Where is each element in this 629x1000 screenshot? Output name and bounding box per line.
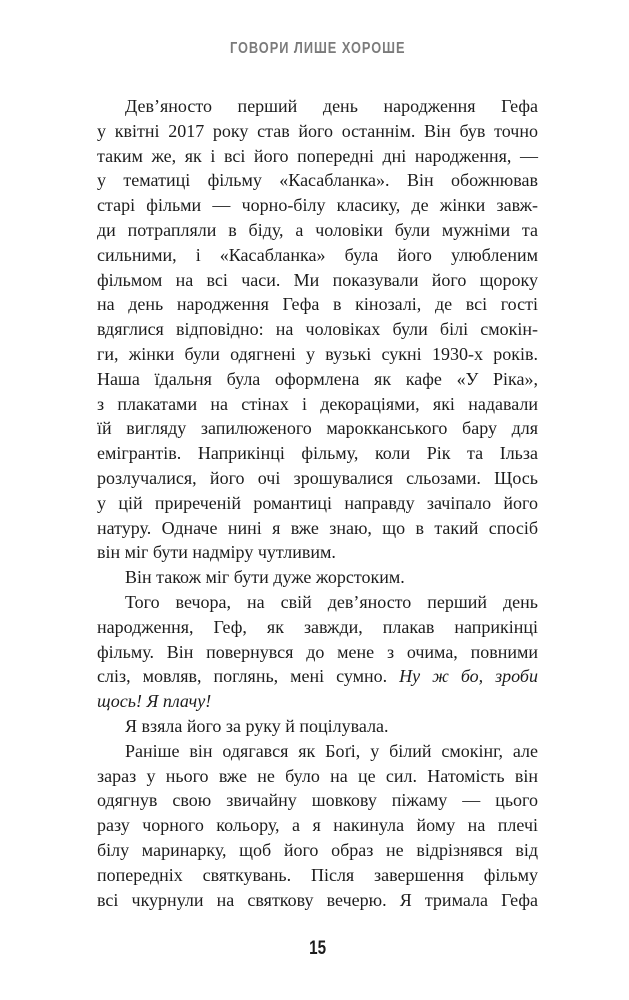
text-line [97,144,538,169]
text-segment: народження, Геф, як завжди, плакав наприкінці [97,616,538,637]
text-line [97,119,538,144]
running-header [97,41,538,57]
text-line [97,317,538,342]
text-line [97,615,538,640]
text-segment: з плакатами на стінах і декораціями, які надавали [97,393,538,414]
text-line [97,491,538,516]
text-segment: Того вечора, на свій дев’яносто перший день [125,591,538,612]
text-segment: у квітні 2017 року став його останнім. Він був точно [97,120,538,141]
text-line [97,689,538,714]
text-line [97,640,538,665]
text-segment: Він також міг бути дуже жорстоким. [125,567,405,588]
italic-text-segment: щось! Я плачу! [97,691,212,712]
text-segment: сліз, мовляв, поглянь, мені сумно. [97,666,400,687]
text-line [97,367,538,392]
text-segment: всі чкурнули на святкову вечерю. Я тримала Гефа [97,889,538,910]
text-segment: сильними, і «Касабланка» була його улюбленим [97,244,538,265]
text-segment: натуру. Одначе нині я вже знаю, що в такий спосіб [97,517,538,538]
text-line [97,714,538,739]
text-segment: Я взяла його за руку й поцілувала. [125,715,389,736]
text-line [97,788,538,813]
text-segment: білу маринарку, щоб його образ не відрізнявся від [97,839,538,860]
text-segment: емігрантів. Наприкінці фільму, коли Рік та Ільза [97,443,538,464]
text-segment: розлучалися, його очі зрошувалися сльозами. Щось [97,467,538,488]
page-body [97,94,538,912]
italic-text-segment: Ну ж бо, зроби [399,666,538,687]
text-line [97,466,538,491]
text-segment: старі фільми — чорно-білу класику, де жінки завж- [97,195,538,216]
text-segment: попередніх святкувань. Після завершення фільму [97,864,538,885]
text-line [97,838,538,863]
text-line [97,416,538,441]
text-line [97,764,538,789]
text-segment: разу чорного кольору, а я накинула йому на плечі [97,815,538,836]
text-line [97,342,538,367]
text-segment: зараз у нього вже не було на це сил. Натомість він [97,765,538,786]
page-number: 15 [309,938,326,959]
text-segment: Наша їдальня була оформлена як кафе «У Ріка», [97,368,538,389]
text-segment: Раніше він одягався як Боґі, у білий смокінг, але [125,740,538,761]
text-line [97,813,538,838]
text-line [97,863,538,888]
text-line [97,888,538,913]
text-segment: фільмом на всі часи. Ми показували його щороку [97,269,538,290]
running-title: ГОВОРИ ЛИШЕ ХОРОШЕ [229,40,406,57]
text-line [97,168,538,193]
text-segment: він міг бути надміру чутливим. [97,542,336,563]
text-segment: ги, жінки були одягнені у вузькі сукні 1930-х років. [97,343,538,364]
text-line [97,392,538,417]
text-segment: одягнув свою звичайну шовкову піжаму — цього [97,790,538,811]
text-segment: у тематиці фільму «Касабланка». Він обожнював [97,170,538,191]
text-line [97,218,538,243]
text-line [97,292,538,317]
text-segment: у цій приреченій романтиці направду зачіпало його [97,492,538,513]
text-line [97,193,538,218]
text-segment: Дев’яносто перший день народження Гефа [125,96,538,116]
text-line [97,540,538,565]
text-segment: на день народження Гефа в кінозалі, де всі гості [97,294,538,315]
text-segment: таким же, як і всі його попередні дні народження, — [97,145,538,166]
text-line [97,664,538,689]
text-segment: фільму. Він повернувся до мене з очима, повними [97,641,538,662]
text-segment: їй вигляду запилюженого марокканського бару для [97,418,538,439]
text-line [97,268,538,293]
text-line [97,739,538,764]
text-line [97,565,538,590]
text-line [97,441,538,466]
text-segment: вдяглися відповідно: на чоловіках були білі смокін- [97,319,538,340]
text-line [97,243,538,268]
text-line [97,590,538,615]
text-line [97,94,538,119]
text-segment: ди потрапляли в біду, а чоловіки були мужніми та [97,219,538,240]
page-footer [97,939,538,958]
text-line [97,516,538,541]
